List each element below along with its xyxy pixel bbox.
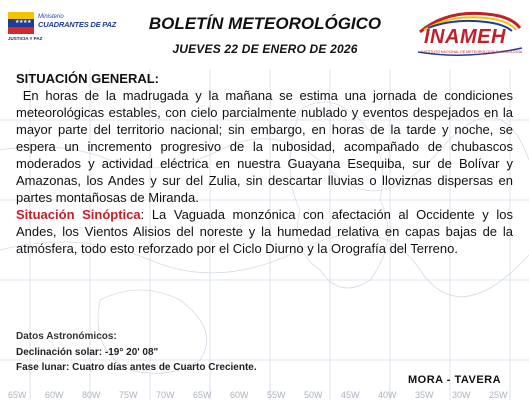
general-situation-body: En horas de la madrugada y la mañana se estima una jornada de condiciones meteorológicas estables, con cielo parcialmente nublado y eventos despejados en la mayor parte del territorio nacional; sin embargo, en horas de la tarde y noche, se espera un incremento progresivo de la nubosidad, acompañado de chubascos moderados y actividad eléctrica en nuestra Guayana Esequiba, sur de Bolívar y Amazonas, los Andes y sur del Zulia, sin descartar lluvias o lloviznas dispersas en partes montañosas de Miranda. <box>16 88 513 205</box>
inameh-wordmark: INAMEH <box>424 26 506 48</box>
header <box>0 0 529 62</box>
inameh-subtitle: INSTITUTO NACIONAL DE METEOROLOGÍA E HIDROLOGÍA <box>421 50 523 54</box>
synoptic-situation-text: : La Vaguada monzónica con afectación al Occidente y los Andes, los Vientos Alisios del noreste y la humedad relativa en capas bajas de la atmósfera, todo esto reforzado por el Ciclo Diurno y la Orografía del Terreno. <box>16 207 513 256</box>
synoptic-situation-label: Situación Sinóptica <box>16 207 141 222</box>
bulletin-date: JUEVES 22 DE ENERO DE 2026 <box>172 42 358 56</box>
left-logo-small-text: Ministerio <box>38 14 64 20</box>
map-axis-label: 60W <box>45 390 64 400</box>
venezuela-flag-icon: ★★★★ <box>8 12 34 34</box>
moon-phase: Fase lunar: Cuatro días antes de Cuarto Creciente. <box>16 362 257 373</box>
signature: MORA - TAVERA <box>408 374 502 386</box>
map-axis-label: 65W <box>8 390 27 400</box>
map-axis-label: 25W <box>489 390 508 400</box>
synoptic-situation-paragraph <box>16 206 513 257</box>
map-axis-label: 70W <box>156 390 175 400</box>
map-axis-label: 40W <box>378 390 397 400</box>
map-axis-label: 75W <box>119 390 138 400</box>
inameh-logo <box>416 8 524 58</box>
map-axis-label: 60W <box>230 390 249 400</box>
left-logo-big-text: CUADRANTES DE PAZ <box>38 20 117 29</box>
title-block <box>130 14 400 56</box>
map-axis-label: 80W <box>82 390 101 400</box>
astronomical-heading: Datos Astronómicos: <box>16 331 117 342</box>
map-axis-label: 55W <box>267 390 286 400</box>
map-axis-label: 30W <box>452 390 471 400</box>
general-situation-text <box>16 87 513 206</box>
left-logo-caption: JUSTICIA Y PAZ <box>8 36 43 41</box>
left-logo <box>8 12 128 52</box>
cuadrantes-de-paz-logo <box>38 14 128 44</box>
map-axis-label: 50W <box>304 390 323 400</box>
astronomical-data <box>16 329 416 376</box>
general-situation-heading: SITUACIÓN GENERAL: <box>16 71 159 86</box>
map-axis-label: 35W <box>415 390 434 400</box>
map-axis-label: 45W <box>341 390 360 400</box>
bulletin-body <box>16 70 513 257</box>
page-title: BOLETÍN METEOROLÓGICO <box>148 14 382 33</box>
map-axis-label: 65W <box>193 390 212 400</box>
solar-declination: Declinación solar: -19° 20' 08" <box>16 346 159 358</box>
